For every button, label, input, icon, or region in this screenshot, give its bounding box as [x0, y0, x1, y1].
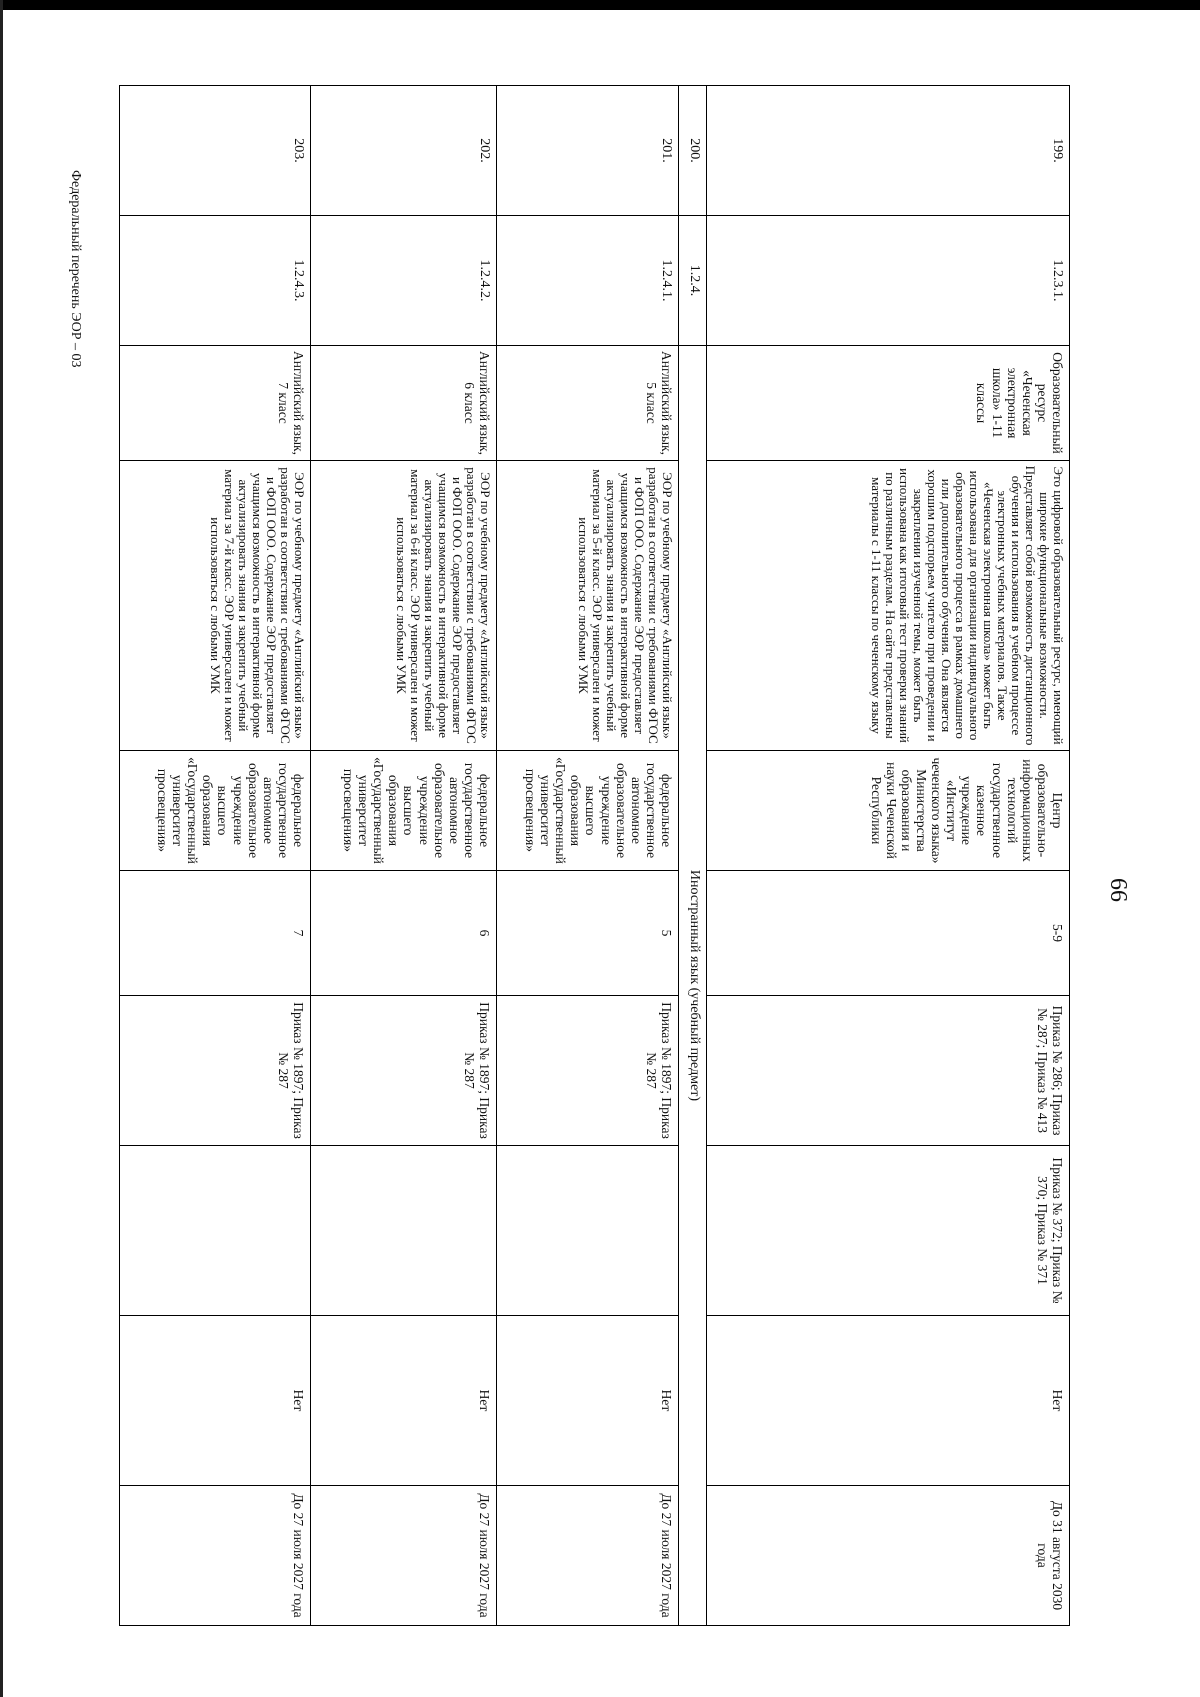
table-row [120, 86, 311, 1626]
resource-name: Английский язык, 6 класс [311, 346, 497, 461]
validity-date: До 27 июля 2027 года [497, 1486, 679, 1626]
validity-date: До 27 июля 2027 года [311, 1486, 497, 1626]
resource-name: Английский язык, 5 класс [497, 346, 679, 461]
status-cell: Нет [120, 1316, 311, 1486]
row-number: 203. [120, 86, 311, 216]
resource-description: ЭОР по учебному предмету «Английский язык» разработан в соответствии с требованиями ФГОС и ФОП ООО. Содержание ЭОР предоставляет учащимся возможность в интерактивной форме актуализировать знания и закрепить учебный материал за 7-й класс. ЭОР универсален и может использоваться с любыми УМК [120, 461, 311, 751]
resource-grades: 5 [497, 871, 679, 996]
orders-secondary: Приказ № 372; Приказ № 370; Приказ № 371 [707, 1146, 1070, 1316]
status-cell: Нет [707, 1316, 1070, 1486]
orders-primary: Приказ № 286; Приказ № 287; Приказ № 413 [707, 996, 1070, 1146]
validity-date: До 31 августа 2030 года [707, 1486, 1070, 1626]
orders-secondary [311, 1146, 497, 1316]
resource-grades: 7 [120, 871, 311, 996]
row-number: 201. [497, 86, 679, 216]
orders-primary: Приказ № 1897; Приказ № 287 [497, 996, 679, 1146]
resource-developer: федеральное государственное автономное образовательное учреждение высшего образования «Государственный университет просвещения» [497, 751, 679, 871]
resource-grades: 5-9 [707, 871, 1070, 996]
table-row [707, 86, 1070, 1626]
resource-name: Английский язык, 7 класс [120, 346, 311, 461]
row-code: 1.2.4.2. [311, 216, 497, 346]
resource-developer: федеральное государственное автономное образовательное учреждение высшего образования «Государственный университет просвещения» [120, 751, 311, 871]
resource-description: ЭОР по учебному предмету «Английский язык» разработан в соответствии с требованиями ФГОС и ФОП ООО. Содержание ЭОР предоставляет учащимся возможность в интерактивной форме актуализировать знания и закрепить учебный материал за 5-й класс. ЭОР универсален и может использоваться с любыми УМК [497, 461, 679, 751]
section-heading: Иностранный язык (учебный предмет) [679, 346, 707, 1626]
table-row [679, 86, 707, 1626]
resource-grades: 6 [311, 871, 497, 996]
row-number: 202. [311, 86, 497, 216]
resource-description: Это цифровой образовательный ресурс, имеющий широкие функциональные возможности. Представляет собой возможность дистанционного обучения и использования в учебном процессе электронных учебных материалов. Также «Чеченская электронная школа» может быть использована для организации индивидуального образовательного процесса в рамках домашнего или дополнительного обучения. Она является хорошим подспорьем учителю при проведении и закреплении изученной темы, может быть использована как итоговый тест проверки знаний по различным разделам. На сайте представлены материалы с 1-11 классы по чеченскому языку [707, 461, 1070, 751]
orders-primary: Приказ № 1897; Приказ № 287 [120, 996, 311, 1146]
page-number: 66 [1105, 878, 1131, 902]
table-row [497, 86, 679, 1626]
row-code: 1.2.3.1. [707, 216, 1070, 346]
validity-date: До 27 июля 2027 года [120, 1486, 311, 1626]
orders-secondary [497, 1146, 679, 1316]
scan-left-border [0, 0, 3, 1697]
status-cell: Нет [311, 1316, 497, 1486]
resource-developer: Центр образовательно-информационных технологий государственное казенное учреждение «Институт чеченского языка» Министерства образования и науки Чеченской Республики [707, 751, 1070, 871]
row-code: 1.2.4.3. [120, 216, 311, 346]
row-code: 1.2.4.1. [497, 216, 679, 346]
table-row [311, 86, 497, 1626]
scan-top-border [0, 0, 1200, 10]
resource-name: Образовательный ресурс «Чеченская электронная школа» 1-11 классы [707, 346, 1070, 461]
resource-developer: федеральное государственное автономное образовательное учреждение высшего образования «Государственный университет просвещения» [311, 751, 497, 871]
row-number: 199. [707, 86, 1070, 216]
orders-primary: Приказ № 1897; Приказ № 287 [311, 996, 497, 1146]
resource-description: ЭОР по учебному предмету «Английский язык» разработан в соответствии с требованиями ФГОС и ФОП ООО. Содержание ЭОР предоставляет учащимся возможность в интерактивной форме актуализировать знания и закрепить учебный материал за 6-й класс. ЭОР универсален и может использоваться с любыми УМК [311, 461, 497, 751]
document-footer: Федеральный перечень ЭОР – 03 [68, 170, 83, 368]
row-code: 1.2.4. [679, 216, 707, 346]
status-cell: Нет [497, 1316, 679, 1486]
eor-list-table [119, 85, 1070, 1626]
rotated-page-content [120, 85, 1070, 1625]
orders-secondary [120, 1146, 311, 1316]
row-number: 200. [679, 86, 707, 216]
